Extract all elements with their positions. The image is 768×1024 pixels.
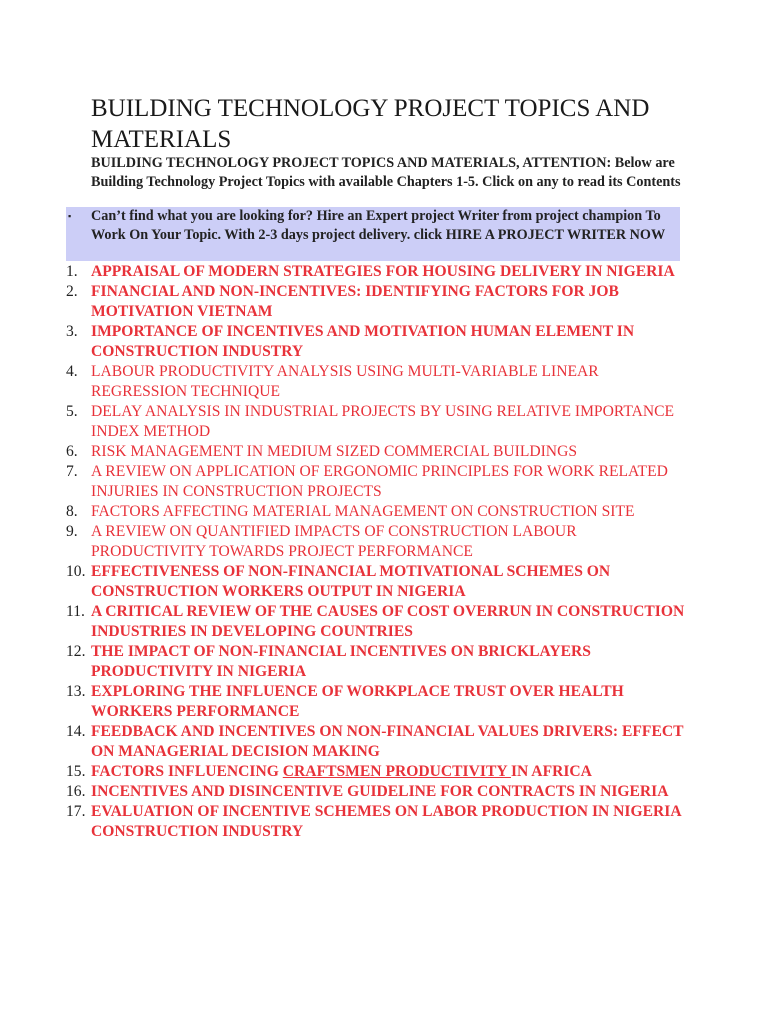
topic-number: 15. bbox=[66, 763, 86, 780]
topic-item[interactable] bbox=[0, 442, 768, 462]
topic-number: 2. bbox=[66, 283, 78, 300]
topic-text-before: FACTORS INFLUENCING bbox=[91, 763, 283, 780]
topic-number: 1. bbox=[66, 263, 78, 280]
topic-number: 3. bbox=[66, 323, 78, 340]
topic-number: 10. bbox=[66, 563, 86, 580]
topic-text-after: IN AFRICA bbox=[510, 763, 592, 780]
topic-link[interactable]: THE IMPACT OF NON-FINANCIAL INCENTIVES ON BRICKLAYERS PRODUCTIVITY IN NIGERIA bbox=[91, 643, 591, 680]
topic-number: 11. bbox=[66, 603, 85, 620]
topic-item[interactable] bbox=[0, 502, 768, 522]
topic-link[interactable]: DELAY ANALYSIS IN INDUSTRIAL PROJECTS BY USING RELATIVE IMPORTANCE INDEX METHOD bbox=[91, 403, 675, 440]
topic-item[interactable] bbox=[0, 262, 768, 282]
topic-link[interactable]: A REVIEW ON APPLICATION OF ERGONOMIC PRINCIPLES FOR WORK RELATED INJURIES IN CONSTRUCTION PROJECTS bbox=[91, 463, 668, 500]
topic-item[interactable] bbox=[0, 522, 768, 562]
topic-item[interactable] bbox=[0, 722, 768, 762]
topic-link[interactable]: EFFECTIVENESS OF NON-FINANCIAL MOTIVATIONAL SCHEMES ON CONSTRUCTION WORKERS OUTPUT IN NIGERIA bbox=[91, 563, 611, 600]
topic-item[interactable] bbox=[0, 782, 768, 802]
topic-number: 6. bbox=[66, 443, 78, 460]
intro-paragraph: BUILDING TECHNOLOGY PROJECT TOPICS AND MATERIALS, ATTENTION: Below are Building Technology Project Topics with available Chapters 1-5. Click on any to read its Contents bbox=[91, 155, 681, 190]
topic-item[interactable] bbox=[0, 802, 768, 842]
topic-link[interactable]: RISK MANAGEMENT IN MEDIUM SIZED COMMERCIAL BUILDINGS bbox=[91, 443, 578, 460]
topic-number: 14. bbox=[66, 723, 86, 740]
topic-number: 4. bbox=[66, 363, 78, 380]
topic-link[interactable]: APPRAISAL OF MODERN STRATEGIES FOR HOUSING DELIVERY IN NIGERIA bbox=[91, 263, 675, 280]
topic-number: 16. bbox=[66, 783, 86, 800]
topic-number: 8. bbox=[66, 503, 78, 520]
page-title: BUILDING TECHNOLOGY PROJECT TOPICS AND MATERIALS bbox=[91, 95, 650, 153]
topic-item[interactable] bbox=[0, 762, 768, 782]
topic-link[interactable]: IMPORTANCE OF INCENTIVES AND MOTIVATION HUMAN ELEMENT IN CONSTRUCTION INDUSTRY bbox=[91, 323, 635, 360]
topic-item[interactable] bbox=[0, 562, 768, 602]
topic-link[interactable]: INCENTIVES AND DISINCENTIVE GUIDELINE FOR CONTRACTS IN NIGERIA bbox=[91, 783, 669, 800]
craftsmen-productivity-link[interactable]: CRAFTSMEN PRODUCTIVITY bbox=[282, 763, 511, 780]
topic-link[interactable] bbox=[91, 762, 691, 782]
topic-number: 7. bbox=[66, 463, 78, 480]
hire-writer-notice[interactable] bbox=[66, 207, 680, 261]
topic-number: 17. bbox=[66, 803, 86, 820]
topic-item[interactable] bbox=[0, 282, 768, 322]
topic-item[interactable] bbox=[0, 642, 768, 682]
topic-item[interactable] bbox=[0, 322, 768, 362]
topic-link[interactable]: FACTORS AFFECTING MATERIAL MANAGEMENT ON CONSTRUCTION SITE bbox=[91, 503, 635, 520]
topic-link[interactable]: EVALUATION OF INCENTIVE SCHEMES ON LABOR PRODUCTION IN NIGERIA CONSTRUCTION INDUSTRY bbox=[91, 803, 681, 840]
topic-link[interactable]: FEEDBACK AND INCENTIVES ON NON-FINANCIAL VALUES DRIVERS: EFFECT ON MANAGERIAL DECISION MAKING bbox=[91, 723, 684, 760]
hire-writer-link[interactable]: Can’t find what you are looking for? Hire an Expert project Writer from project champion To Work On Your Topic. With 2-3 days project delivery. click HIRE A PROJECT WRITER NOW bbox=[91, 208, 666, 243]
topic-item[interactable] bbox=[0, 402, 768, 442]
topic-link[interactable]: EXPLORING THE INFLUENCE OF WORKPLACE TRUST OVER HEALTH WORKERS PERFORMANCE bbox=[91, 683, 624, 720]
topic-item[interactable] bbox=[0, 462, 768, 502]
topic-link[interactable]: A CRITICAL REVIEW OF THE CAUSES OF COST OVERRUN IN CONSTRUCTION INDUSTRIES IN DEVELOPING COUNTRIES bbox=[91, 603, 685, 640]
topic-link[interactable]: LABOUR PRODUCTIVITY ANALYSIS USING MULTI-VARIABLE LINEAR REGRESSION TECHNIQUE bbox=[91, 363, 599, 400]
topic-number: 9. bbox=[66, 523, 78, 540]
topic-list bbox=[0, 262, 768, 842]
topic-item[interactable] bbox=[0, 682, 768, 722]
topic-link[interactable]: FINANCIAL AND NON-INCENTIVES: IDENTIFYING FACTORS FOR JOB MOTIVATION VIETNAM bbox=[91, 283, 619, 320]
topic-number: 13. bbox=[66, 683, 86, 700]
topic-link[interactable]: A REVIEW ON QUANTIFIED IMPACTS OF CONSTRUCTION LABOUR PRODUCTIVITY TOWARDS PROJECT PERFORMANCE bbox=[91, 523, 577, 560]
square-bullet-icon: ▪ bbox=[68, 211, 72, 221]
topic-item[interactable] bbox=[0, 362, 768, 402]
topic-item[interactable] bbox=[0, 602, 768, 642]
topic-number: 12. bbox=[66, 643, 86, 660]
topic-number: 5. bbox=[66, 403, 78, 420]
